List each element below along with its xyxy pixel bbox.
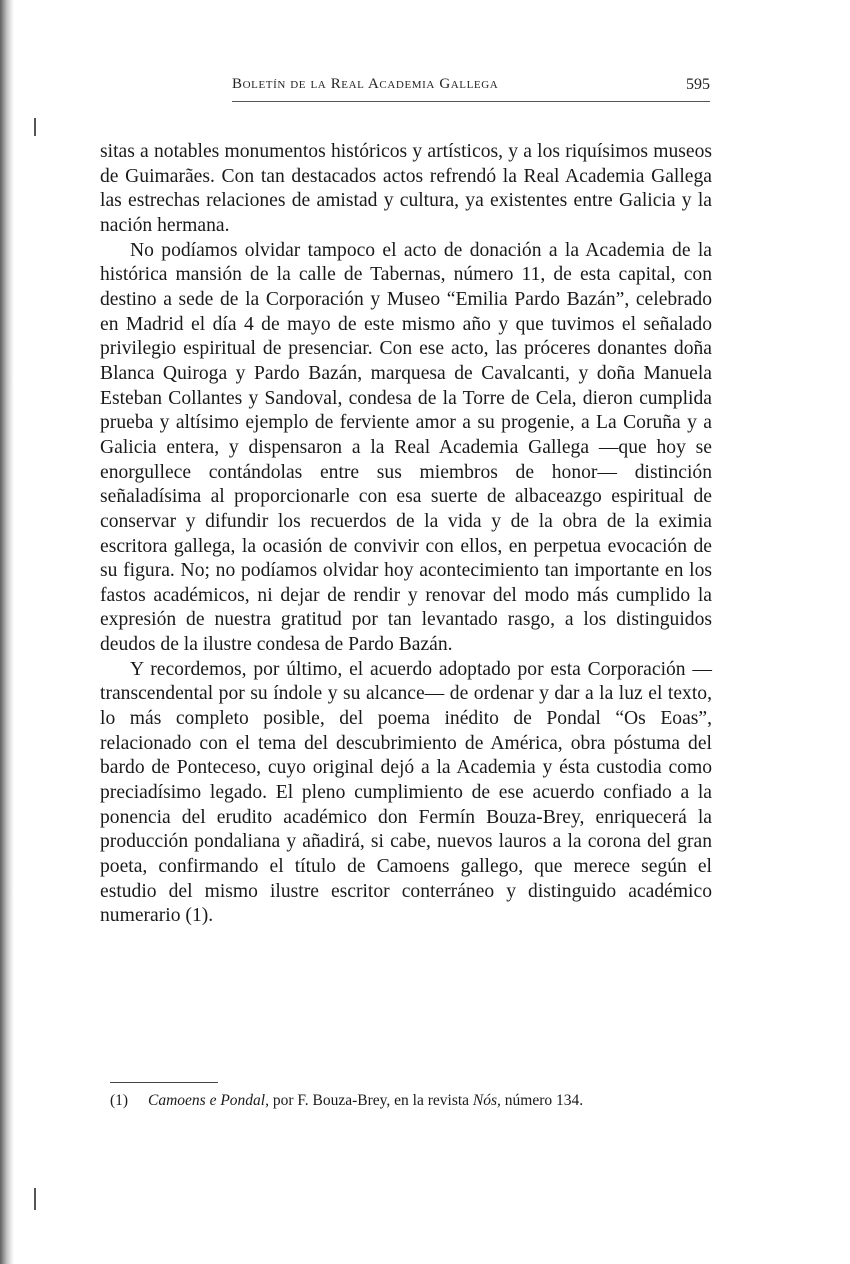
footnote-title: Camoens e Pondal, bbox=[148, 1092, 269, 1109]
footnote-rest: número 134. bbox=[504, 1092, 584, 1109]
footnote-by: por F. Bouza-Brey, en la revista bbox=[272, 1092, 470, 1109]
paragraph: Y recordemos, por último, el acuerdo adoptado por esta Corporación —transcendental por su índole y su alcance— de ordenar y dar a la luz el texto, lo más completo posible, del poema inédito de Pondal “Os Eoas”, relacionado con el tema del descubrimiento de América, obra póstuma del bardo de Ponteceso, cuyo original dejó a la Academia y ésta custodia como preciadísimo legado. El pleno cumplimiento de ese acuerdo confiado a la ponencia del erudito académico don Fermín Bouza-Brey, enriquecerá la producción pondaliana y añadirá, si cabe, nuevos lauros a la corona del gran poeta, confirmando el título de Camoens gallego, que merece según el estudio del mismo ilustre escritor conterráneo y distinguido académico numerario (1). bbox=[100, 658, 712, 927]
binding-mark bbox=[34, 118, 36, 136]
page-binding-shadow bbox=[0, 0, 14, 1264]
paragraph: No podíamos olvidar tampoco el acto de donación a la Academia de la histórica mansión de la calle de Tabernas, número 11, de esta capital, con destino a sede de la Corporación y Museo “Emilia Pardo Bazán”, celebrado en Madrid el día 4 de mayo de este mismo año y que tuvimos el señalado privilegio espiritual de presenciar. Con ese acto, las próceres donantes doña Blanca Quiroga y Pardo Bazán, marquesa de Cavalcanti, y doña Manuela Esteban Collantes y Sandoval, condesa de la Torre de Cela, dieron cumplida prueba y altísimo ejemplo de ferviente amor a su progenie, a La Coruña y a Galicia entera, y dispensaron a la Real Academia Gallega —que hoy se enorgullece contándolas entre sus miembros de honor— distinción señaladísima al proporcionarle con esa suerte de albaceazgo espiritual de conservar y difundir los recuerdos de la vida y de la obra de la eximia escritora gallega, la ocasión de convivir con ellos, en perpetua evocación de su figura. No; no podíamos olvidar hoy acontecimiento tan importante en los fastos académicos, ni dejar de rendir y renovar del modo más cumplido la expresión de nuestra gratitud por tan levantado rasgo, a los distinguidos deudos de la ilustre condesa de Pardo Bazán. bbox=[100, 239, 712, 656]
footnote-rule bbox=[110, 1082, 218, 1083]
paragraph: sitas a notables monumentos históricos y artísticos, y a los riquísimos museos de Guimarães. Con tan destacados actos refrendó la Real Academia Gallega las estrechas relaciones de amistad y cultura, ya existentes entre Galicia y la nación hermana. bbox=[100, 141, 712, 236]
running-header bbox=[232, 76, 710, 100]
footnote-journal: Nós, bbox=[472, 1092, 501, 1109]
header-rule bbox=[232, 101, 710, 102]
body-text bbox=[100, 140, 712, 929]
footnote bbox=[110, 1090, 712, 1111]
binding-mark bbox=[34, 1188, 36, 1210]
footnote-marker: (1) bbox=[110, 1092, 129, 1109]
page-number: 595 bbox=[686, 76, 710, 93]
running-title: Boletín de la Real Academia Gallega bbox=[232, 76, 499, 92]
